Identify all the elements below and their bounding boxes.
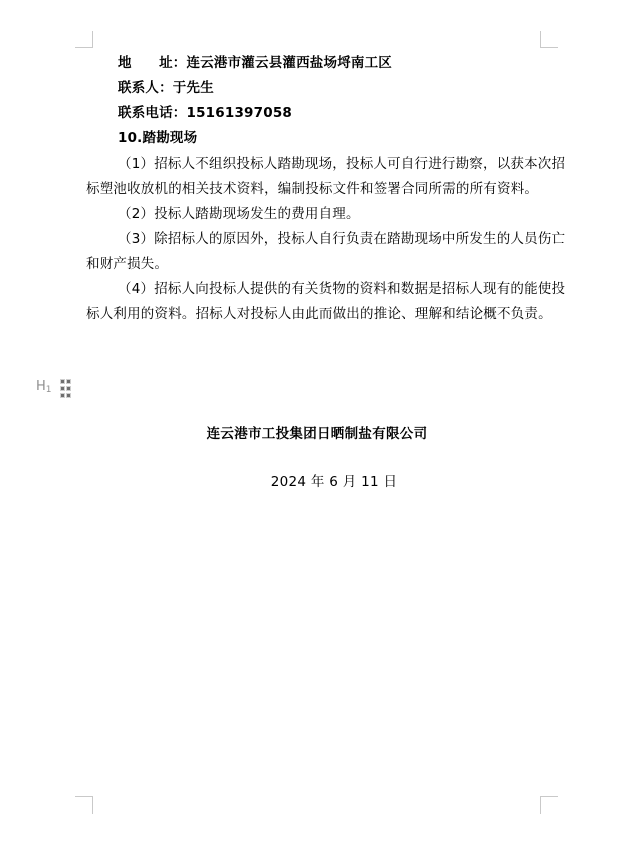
drag-handle-dot xyxy=(67,394,70,397)
drag-handle-dot xyxy=(61,387,64,390)
paragraph-line[interactable]: 标塑池收放机的相关技术资料，编制投标文件和签署合同所需的所有资料。 xyxy=(86,180,539,197)
signature-company[interactable]: 连云港市工投集团日晒制盐有限公司 xyxy=(206,426,428,442)
text-boundary-corner-top-left xyxy=(75,31,93,48)
signature-date[interactable]: 2024 年 6 月 11 日 xyxy=(270,474,398,490)
drag-handle-dot xyxy=(61,380,64,383)
heading-level-label: H xyxy=(36,379,46,394)
drag-handle-dot xyxy=(67,380,70,383)
drag-handle-dot xyxy=(67,387,70,390)
paragraph-line[interactable]: （3）除招标人的原因外，投标人自行负责在踏勘现场中所发生的人员伤亡 xyxy=(118,230,566,247)
paragraph-line[interactable]: （2）投标人踏勘现场发生的费用自理。 xyxy=(118,205,360,222)
paragraph-line[interactable]: 和财产损失。 xyxy=(86,256,169,273)
contact-person-line[interactable]: 联系人：于先生 xyxy=(118,80,214,97)
contact-phone-line[interactable]: 联系电话：15161397058 xyxy=(118,105,293,122)
document-body xyxy=(86,51,566,328)
heading-level-indicator[interactable] xyxy=(36,377,52,400)
section-heading-line[interactable]: 10.踏勘现场 xyxy=(118,130,198,147)
paragraph-handle xyxy=(36,377,72,400)
paragraph-line[interactable]: （4）招标人向投标人提供的有关货物的资料和数据是招标人现有的能使投 xyxy=(118,281,566,298)
drag-handle-icon[interactable] xyxy=(59,378,72,399)
paragraph-line[interactable]: 标人利用的资料。招标人对投标人由此而做出的推论、理解和结论概不负责。 xyxy=(86,306,552,323)
heading-level-number: 1 xyxy=(45,385,52,395)
address-line[interactable]: 地 址：连云港市灌云县灌西盐场埒南工区 xyxy=(118,55,392,71)
text-boundary-corner-bottom-right xyxy=(540,796,558,814)
text-boundary-corner-bottom-left xyxy=(75,796,93,814)
text-boundary-corner-top-right xyxy=(540,31,558,48)
drag-handle-dot xyxy=(61,394,64,397)
paragraph-line[interactable]: （1）招标人不组织投标人踏勘现场，投标人可自行进行勘察，以获本次招 xyxy=(118,155,566,172)
